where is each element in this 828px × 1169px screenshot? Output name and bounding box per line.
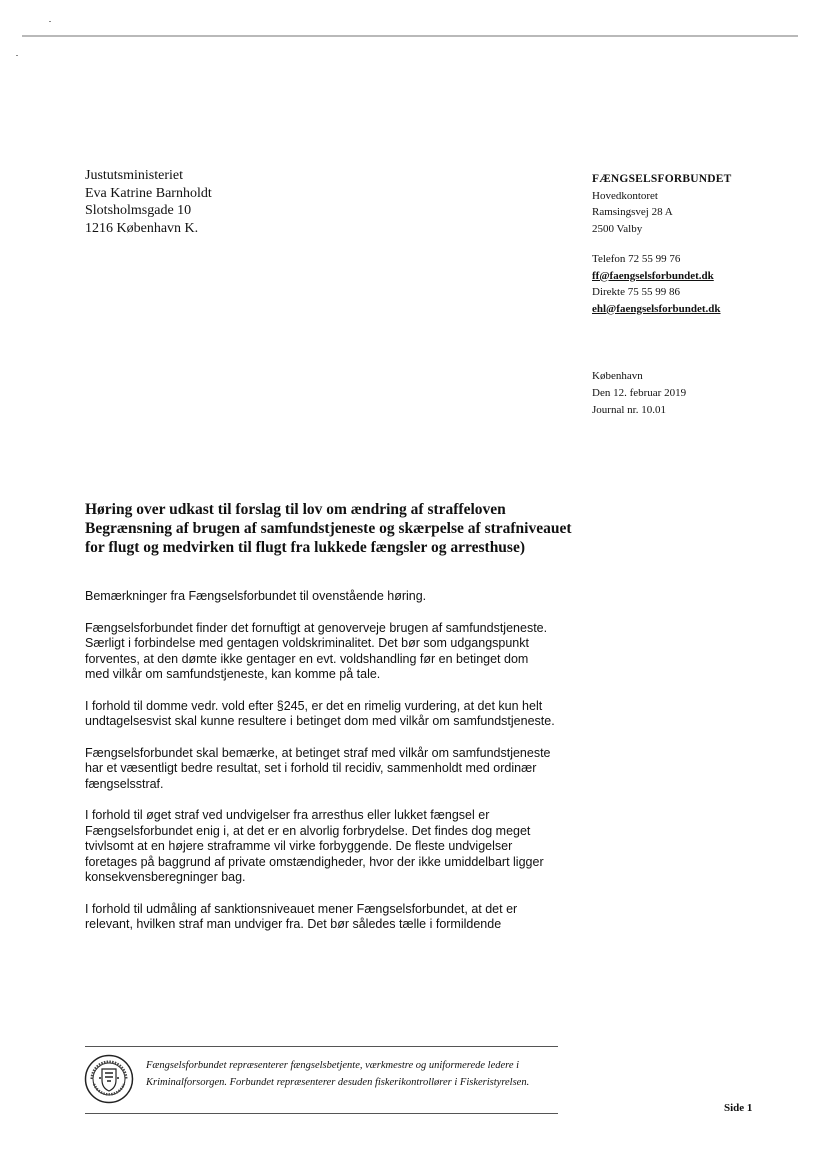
- recipient-address: [85, 167, 212, 237]
- body-paragraph: I forhold til øget straf ved undvigelser fra arresthus eller lukket fængsel er Fængselsforbundet enig i, at det er en alvorlig forbrydelse. Det findes dog meget tvivlsomt at en højere straframme vil virke forbyggende. De fleste undvigelser foretages på baggrund af private omstændigheder, hvor der ikke umiddelbart ligger konsekvensberegninger bag.: [85, 808, 544, 884]
- scan-speck: [16, 55, 18, 56]
- sender-org-name: FÆNGSELSFORBUNDET: [592, 173, 732, 185]
- letter-place: København: [592, 370, 643, 382]
- recipient-ministry: Justutsministeriet: [85, 168, 183, 183]
- body-paragraph: I forhold til udmåling af sanktionsniveauet mener Fængselsforbundet, at det er relevant, hvilken straf man undviger fra. Det bør således tælle i formildende: [85, 901, 518, 931]
- letter-date: Den 12. februar 2019: [592, 387, 687, 399]
- sender-direct-email-link[interactable]: ehl@faengselsforbundet.dk: [592, 302, 721, 315]
- footer-divider-bottom: [85, 1113, 558, 1114]
- body-paragraph: Fængselsforbundet finder det fornuftigt at genoverveje brugen af samfundstjeneste. Særligt i forbindelse med gentagen voldskriminalitet. Det bør som udgangspunkt forventes, at den dømte ikke gentager en evt. voldshandling før en betinget dom med vilkår om samfundstjeneste, kan komme på tale.: [85, 620, 548, 681]
- footer-description: Fængselsforbundet repræsenterer fængselsbetjente, værkmestre og uniformerede ledere i Kriminalforsorgen. Forbundet repræsenterer desuden fiskerikontrollører i Fiskeristyrelsen.: [146, 1060, 530, 1088]
- sender-email-link[interactable]: ff@faengselsforbundet.dk: [592, 269, 714, 282]
- page-number: Side 1: [724, 1102, 753, 1114]
- recipient-person: Eva Katrine Barnholdt: [85, 185, 212, 201]
- letter-body: [85, 589, 555, 949]
- letter-subject: Høring over udkast til forslag til lov om ændring af straffeloven Begrænsning af brugen af samfundstjeneste og skærpelse af strafniveauet for flugt og medvirken til flugt fra lukkede fængsler og arresthuse): [85, 501, 572, 556]
- body-paragraph: I forhold til domme vedr. vold efter §245, er det en rimelig vurdering, at det kun helt undtagelsesvist skal kunne resultere i betinget dom med vilkår om samfundstjeneste.: [85, 698, 555, 728]
- body-paragraph: Fængselsforbundet skal bemærke, at betinget straf med vilkår om samfundstjeneste har et væsentligt bedre resultat, set i forhold til recidiv, sammenholdt med ordinær fængselsstraf.: [85, 745, 551, 791]
- sender-phone: Telefon 72 55 99 76: [592, 253, 681, 265]
- sender-street: Ramsingsvej 28 A: [592, 206, 673, 218]
- scan-speck: [49, 21, 51, 22]
- sender-city: 2500 Valby: [592, 222, 643, 235]
- top-scan-line: [22, 35, 798, 37]
- sender-block: [592, 171, 802, 317]
- journal-number: Journal nr. 10.01: [592, 404, 666, 416]
- body-paragraph: Bemærkninger fra Fængselsforbundet til ovenstående høring.: [85, 589, 427, 603]
- footer-divider-top: [85, 1046, 558, 1047]
- sender-direct-phone: Direkte 75 55 99 86: [592, 286, 680, 298]
- union-seal-logo: [84, 1054, 134, 1104]
- recipient-city: 1216 København K.: [85, 220, 199, 236]
- union-seal-icon: [84, 1054, 134, 1104]
- recipient-street: Slotsholmsgade 10: [85, 203, 192, 218]
- sender-office: Hovedkontoret: [592, 189, 658, 202]
- date-block: [592, 368, 686, 419]
